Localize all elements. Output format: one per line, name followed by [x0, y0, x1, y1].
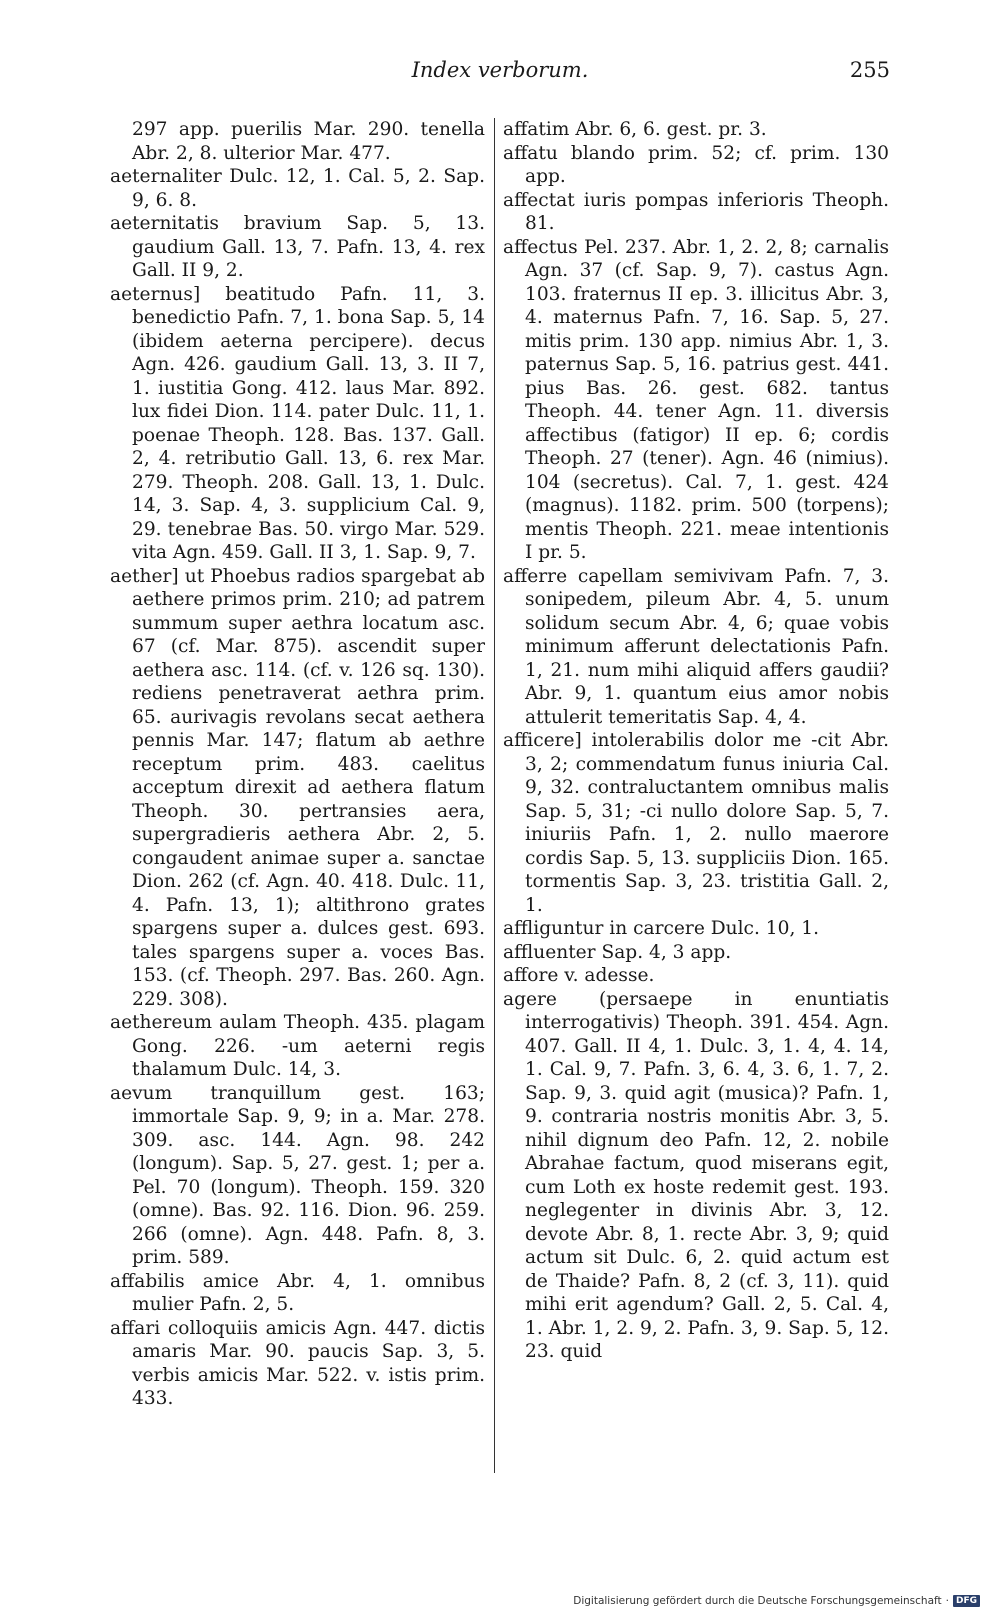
index-entry: agere (persaepe in enuntiatis interrogativis) Theoph. 391. 454. Agn. 407. Gall. II 4, 1. Dulc. 3, 1. 4, 4. 14, 1. Cal. 9, 7. Pafn. 3, 6. 4, 3. 6, 1. 7, 2. Sap. 9, 3. quid agit (musica)? Pafn. 1, 9. contraria nostris monitis Abr. 3, 5. nihil dignum deo Pafn. 12, 2. nobile Abrahae factum, quod miserans egit, cum Loth ex hoste redemit gest. 193. neglegenter in divinis Abr. 3, 12. devote Abr. 8, 1. recte Abr. 3, 9; quid actum sit Dulc. 6, 2. quid actum est de Thaide? Pafn. 8, 2 (cf. 3, 11). quid mihi erit agendum? Gall. 2, 5. Cal. 4, 1. Abr. 1, 2. 9, 2. Pafn. 3, 9. Sap. 5, 12. 23. quid: [503, 988, 889, 1362]
index-entry: affluenter Sap. 4, 3 app.: [503, 941, 732, 963]
running-title: Index verborum.: [411, 58, 589, 82]
right-column: [503, 118, 889, 1364]
credit-text: Digitalisierung gefördert durch die Deutsche Forschungsgemeinschaft: [573, 1595, 942, 1607]
index-entry: affabilis amice Abr. 4, 1. omnibus mulier Pafn. 2, 5.: [110, 1270, 485, 1315]
index-entry: affectus Pel. 237. Abr. 1, 2. 2, 8; carnalis Agn. 37 (cf. Sap. 9, 7). castus Agn. 103. fraternus II ep. 3. illicitus Abr. 3, 4. maternus Pafn. 7, 16. Sap. 5, 27. mitis prim. 130 app. nimius Abr. 1, 3. paternus Sap. 5, 16. patrius gest. 441. pius Bas. 26. gest. 682. tantus Theoph. 44. tener Agn. 11. diversis affectibus (fatigor) II ep. 6; cordis Theoph. 27 (tener). Agn. 46 (nimius). 104 (secretus). Cal. 7, 1. gest. 424 (magnus). 1182. prim. 500 (torpens); mentis Theoph. 221. meae intentionis I pr. 5.: [503, 236, 889, 563]
index-entry: aeternaliter Dulc. 12, 1. Cal. 5, 2. Sap. 9, 6. 8.: [110, 166, 485, 211]
index-entry: aevum tranquillum gest. 163; immortale Sap. 9, 9; in a. Mar. 278. 309. asc. 144. Agn. 98. 242 (longum). Sap. 5, 27. gest. 1; per a. Pel. 70 (longum). Theoph. 159. 320 (omne). Bas. 92. 116. Dion. 96. 259. 266 (omne). Agn. 448. Pafn. 8, 3. prim. 589.: [110, 1082, 485, 1268]
index-entry: aether] ut Phoebus radios spargebat ab aethere primos prim. 210; ad patrem summum super aethra locatum asc. 67 (cf. Mar. 875). ascendit super aethera asc. 114. (cf. v. 126 sq. 130). rediens penetraverat aethra prim. 65. aurivagis revolans secat aethera pennis Mar. 147; flatum ab aethre receptum prim. 483. caelitus acceptum direxit ad aethera flatum Theoph. 30. pertransies aera, supergradieris aethera Abr. 2, 5. congaudent animae super a. sanctae Dion. 262 (cf. Agn. 40. 418. Dulc. 11, 4. Pafn. 13, 1); altithrono grates spargens super a. dulces gest. 693. tales spargens super a. voces Bas. 153. (cf. Theoph. 297. Bas. 260. Agn. 229. 308).: [110, 565, 485, 1010]
digitization-credit: Digitalisierung gefördert durch die Deutsche Forschungsgemeinschaft · DFG: [573, 1595, 980, 1607]
column-divider: [494, 118, 495, 1473]
index-entry: affatim Abr. 6, 6. gest. pr. 3.: [503, 119, 767, 140]
index-entry: aeternus] beatitudo Pafn. 11, 3. benedictio Pafn. 7, 1. bona Sap. 5, 14 (ibidem aeterna percipere). decus Agn. 426. gaudium Gall. 13, 3. II 7, 1. iustitia Gong. 412. laus Mar. 892. lux fidei Dion. 114. pater Dulc. 11, 1. poenae Theoph. 128. Bas. 137. Gall. 2, 4. retributio Gall. 13, 6. rex Mar. 279. Theoph. 208. Gall. 13, 1. Dulc. 14, 3. Sap. 4, 3. supplicium Cal. 9, 29. tenebrae Bas. 50. virgo Mar. 529. vita Agn. 459. Gall. II 3, 1. Sap. 9, 7.: [110, 283, 485, 563]
index-entry: aethereum aulam Theoph. 435. plagam Gong. 226. -um aeterni regis thalamum Dulc. 14, 3.: [110, 1012, 485, 1080]
index-entry: affliguntur in carcere Dulc. 10, 1.: [503, 918, 820, 939]
index-entry: afferre capellam semivivam Pafn. 7, 3. sonipedem, pileum Abr. 4, 5. unum solidum secum Abr. 4, 6; quae vobis minimum afferunt delectationis Pafn. 1, 21. num mihi aliquid affers gaudii? Abr. 9, 1. quantum eius amor nobis attulerit temeritatis Sap. 4, 4.: [503, 565, 889, 728]
index-entry: afficere] intolerabilis dolor me -cit Abr. 3, 2; commendatum funus iniuria Cal. 9, 32. contraluctantem omnibus malis Sap. 5, 31; -ci nullo dolore Sap. 5, 7. iniuriis Pafn. 1, 2. nullo maerore cordis Sap. 5, 13. suppliciis Dion. 165. tormentis Sap. 3, 23. tristitia Gall. 2, 1.: [503, 730, 889, 916]
page-number: 255: [849, 58, 890, 82]
index-entry: affatu blando prim. 52; cf. prim. 130 app.: [503, 142, 889, 187]
index-entry: 297 app. puerilis Mar. 290. tenella Abr. 2, 8. ulterior Mar. 477.: [132, 119, 485, 164]
index-entry: affari colloquiis amicis Agn. 447. dictis amaris Mar. 90. paucis Sap. 3, 5. verbis amicis Mar. 522. v. istis prim. 433.: [110, 1317, 485, 1409]
index-entry: aeternitatis bravium Sap. 5, 13. gaudium Gall. 13, 7. Pafn. 13, 4. rex Gall. II 9, 2.: [110, 213, 485, 281]
left-column: [110, 118, 485, 1411]
index-entry: affore v. adesse.: [503, 965, 655, 986]
index-entry: affectat iuris pompas inferioris Theoph. 81.: [503, 189, 889, 234]
page-header: [110, 58, 890, 88]
dfg-logo-icon: DFG: [953, 1595, 980, 1607]
